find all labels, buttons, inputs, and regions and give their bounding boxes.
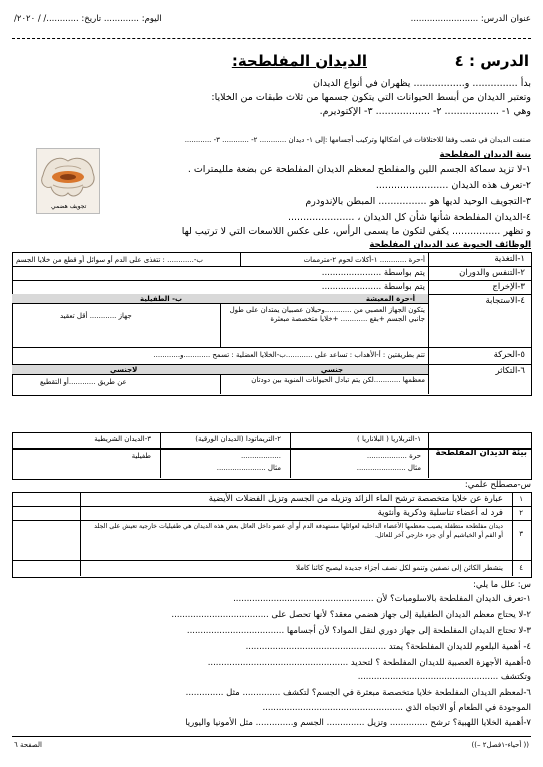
- term-text-1: عبارة عن خلايا متخصصة ترشح الماء الزائد وتزيله من الجسم وتزيل الفضلات الأيضية: [208, 494, 503, 504]
- structure-item-5: و تظهر ................ يكفي لتكون ما يسمى الرأس، على عكس اللاسعات التي لا ترتيب لها: [181, 226, 531, 237]
- respiration-label: ٢-التنفس والدوران: [459, 268, 525, 278]
- reason-4: ٤- أهمية البلعوم للديدان المفلطحة؟ يمتد ....................................................: [245, 642, 531, 652]
- env-c1-line-2: مثال ......................: [356, 464, 421, 472]
- reason-2: ٢-لا يحتاج معظم الديدان الطفيلية إلى جهاز هضمي معقد؟ لأنها تحصل على ....................................: [171, 610, 531, 620]
- reproduction-sexual-text: معظمها ............لكن يتم تبادل الحيوانات المنوية بين دودتان: [251, 376, 425, 384]
- env-c1-line-1: حرة ..................: [366, 452, 421, 460]
- structure-item-4: ٤-الديدان المفلطحة شأنها شأن كل الديدان ، ......................: [287, 212, 531, 223]
- page-title: الديدان المفلطحة:: [231, 52, 367, 70]
- intro-line-1: بدأ ............... و................. يظهران في أنواع الديدان: [312, 78, 531, 89]
- env-col-2: ٢-التريماتودا (الديدان الورقية): [195, 435, 281, 443]
- response-parasitic-text: جهاز ............ أقل تعقيد: [60, 312, 132, 320]
- env-c2-line-1: ..................: [240, 452, 281, 460]
- image-caption: تجويف هضمي: [51, 203, 87, 210]
- env-c2-line-2: مثال ......................: [216, 464, 281, 472]
- env-col-1: ١-التربلاريا ( البلاناريا ): [357, 435, 421, 443]
- reason-3: ٣-لا تحتاج الديدان المفلطحة إلى جهاز دوري لنقل المواد؟ لأن أجسامها ....................................: [186, 626, 531, 636]
- structure-item-1: ١-لا تزيد سماكة الجسم اللين والمفلطح لمعظم الديدان المفلطحة عن بضعة ملليمترات .: [187, 164, 531, 175]
- reproduction-label: ٦-التكاثر: [495, 366, 525, 376]
- flatworm-image: [36, 148, 100, 214]
- reason-5: ٥-أهمية الأجهزة العصبية للديدان المفلطحة ؟ لتحديد ....................................................: [207, 658, 531, 668]
- lesson-number: الدرس : ٤: [454, 52, 529, 70]
- lesson-address: عنوان الدرس: .........................: [410, 14, 531, 24]
- env-col-3: ٣-الديدان الشريطية: [94, 435, 151, 443]
- terms-heading: س-مصطلح علمي:: [464, 480, 531, 490]
- structure-item-3: ٣-التجويف الوحيد لديها هو ................ المبطن بالإندودرم: [305, 196, 531, 207]
- reason-6: ٦-لمعظم الديدان المفلطحة خلايا متخصصة مبعثرة في الجسم؟ لتكشف .............. مثل ..............: [185, 688, 531, 698]
- reasons-heading: س: علل ما يلي:: [473, 580, 531, 590]
- reproduction-asexual-text: عن طريق ............أو التقطيع: [40, 378, 127, 386]
- reproduction-asexual-heading: لاجنسي: [110, 366, 138, 374]
- term-text-3: ديدان مفلطحة متطفلة يصيب معظمها الأعضاء الداخلية لعوائلها مستهدفة الدم أو أي عضو داخل العائل بعض هذه الديدان هي طفيليات خارجية تعيش على الجلد أو الفم أو الخياشيم أو أي جزء خارجي آخر للعائل.: [94, 523, 503, 539]
- movement-text: تتم بطريقتين : أ-الأهداب : تساعد على ............ب-الخلايا العضلية : تسمح ............و............: [153, 351, 425, 359]
- footer-divider: [12, 736, 531, 737]
- term-text-2: فرد له أعضاء تناسلية وذكرية وأنثوية: [377, 508, 503, 518]
- reason-7: ٧-أهمية الخلايا اللهبية؟ ترشح .............. وتزيل .............. الجسم و.............. مثل الأمونيا واليوريا: [185, 718, 531, 728]
- response-label: ٤-الاستجابة: [485, 296, 525, 306]
- functions-heading: الوظائف الحيوية عند الديدان المفلطحة: [369, 240, 531, 250]
- reason-6b: الموجودة في الطعام أو الاتجاه الذي ....................................................: [262, 703, 531, 713]
- env-c3-line-1: طفيلية: [131, 452, 151, 460]
- footer-subject: (( أحياء-١فصل٢ –)): [471, 741, 529, 749]
- term-no-4: ٤: [519, 564, 523, 572]
- excretion-value: يتم بواسطة ......................: [321, 282, 425, 292]
- term-no-2: ٢: [519, 509, 523, 517]
- classification: صنفت الديدان في شعب وفقا للاختلافات في أشكالها وتركيب أجسامها :إلى ١- ديدان ............ ٢- ............ ٣- ............: [184, 136, 531, 144]
- structure-item-2: ٢-تعرف هذه الديدان ........................: [375, 180, 531, 191]
- page-number: الصفحة ٦: [14, 741, 42, 749]
- term-no-1: ١: [519, 495, 523, 503]
- nutrition-parasitic: ب-............ : تتغذى على الدم أو سوائل أو قطع من خلايا الجسم: [16, 256, 203, 264]
- intro-line-3: وهي ١- .................. ٢- .................. ٣- الإكتوديرم.: [319, 106, 531, 117]
- environment-label: بيئة الديدان المفلطحة: [435, 448, 527, 458]
- nutrition-free: أ-حرة ............ ١-أكلات لحوم ٢-مترممات: [303, 256, 425, 264]
- response-free-heading: أ-حرة المعيشة: [365, 295, 415, 303]
- movement-label: ٥-الحركة: [493, 350, 525, 360]
- reason-1: ١-تعرف الديدان المفلطحة بالاسلومبات؟ لأن ....................................................: [233, 594, 531, 604]
- term-no-3: ٣: [519, 530, 523, 538]
- response-parasitic-heading: ب- الطفيلية: [140, 295, 183, 303]
- excretion-label: ٣-الإخراج: [492, 282, 525, 292]
- reproduction-sexual-heading: جنسي: [320, 366, 343, 374]
- nutrition-label: ١-التغذية: [494, 254, 525, 264]
- reason-5b: وتكتشف ....................................................: [357, 672, 531, 682]
- day-date: اليوم: ............. تاريخ: ............/ / ٢٠٢٠/: [14, 14, 162, 24]
- term-text-4: ينشطر الكائن إلى نصفين وتنمو لكل نصف أجزاء جديدة ليصبح كائنا كاملا: [296, 564, 503, 572]
- respiration-value: يتم بواسطة ......................: [321, 268, 425, 278]
- structure-heading: بنية الديدان المفلطحة: [439, 150, 531, 160]
- intro-line-2: وتعتبر الديدان من أبسط الحيوانات التي يتكون جسمها من ثلاث طبقات من الخلايا:: [211, 92, 531, 103]
- response-free-text: يتكون الجهاز العصبي من ............وحبلان عصبيان يمتدان على طول جانبي الجسم +بقع ............ +خلايا متخصصة مبعثرة: [229, 306, 425, 323]
- header-divider: [12, 38, 531, 39]
